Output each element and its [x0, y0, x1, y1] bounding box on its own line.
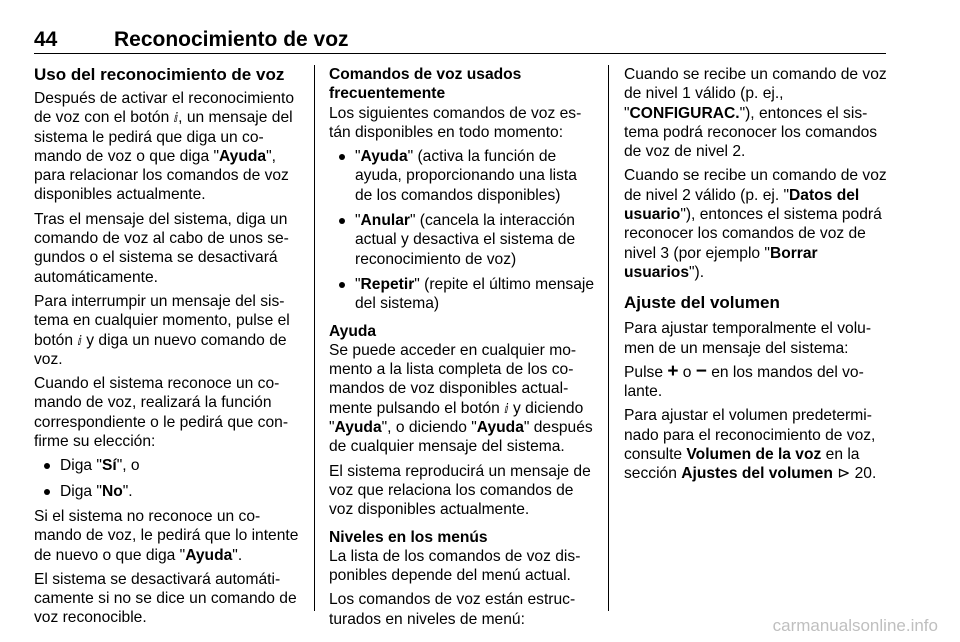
page-title: Reconocimiento de voz	[114, 28, 349, 51]
page-header	[34, 28, 886, 52]
section-heading-volume: Ajuste del volumen	[624, 293, 780, 313]
paragraph: Cuando el sistema reconoce un comando de voz, realizará la función correspondiente o le pedirá que confirme su elección:	[34, 375, 289, 451]
page-reference-icon: ⊳	[832, 465, 851, 483]
subheading-frequent-commands: Comandos de voz usados frecuentemente	[329, 66, 522, 103]
column-divider-1	[314, 65, 315, 611]
column-3	[624, 65, 890, 489]
header-rule	[34, 53, 886, 54]
page-number: 44	[34, 28, 58, 51]
paragraph: Se puede acceder en cualquier momento a la lista completa de los comandos de voz disponibles actualmente pulsando el botón ⅈ y diciendo "Ayuda", o diciendo "Ayuda" después de cualquier mensaje del sistema.	[329, 341, 593, 456]
paragraph: La lista de los comandos de voz disponibles depende del menú actual.	[329, 547, 581, 585]
paragraph: Después de activar el reconocimiento de voz con el botón ⅈ, un mensaje del sistema le pedirá que diga un comando de voz o que diga "Ayuda", para relacionar los comandos de voz disponibles actualmente.	[34, 90, 295, 204]
paragraph: Para ajustar temporalmente el volumen de un mensaje del sistema:	[624, 320, 872, 357]
paragraph: El sistema reproducirá un mensaje de voz que relaciona los comandos de voz disponibles actualmente.	[329, 462, 591, 519]
plus-icon: +	[667, 360, 679, 382]
list-item: "Ayuda" (activa la función de ayuda, proporcionando una lista de los comandos disponibles)	[329, 147, 595, 205]
paragraph: Para ajustar el volumen predeterminado para el reconocimiento de voz, consulte Volumen de la voz en la sección Ajustes del volumen ⊳ 20.	[624, 407, 877, 483]
list-item: Diga "Sí", o	[34, 456, 300, 475]
paragraph: Cuando se recibe un comando de voz de nivel 1 válido (p. ej., "CONFIGURAC."), entonces el sistema podrá reconocer los comandos de voz de nivel 2.	[624, 66, 887, 161]
watermark: carmanualsonline.info	[772, 616, 938, 635]
paragraph: Pulse + o − en los mandos del volante.	[624, 360, 864, 401]
column-divider-2	[608, 65, 609, 611]
paragraph: Los siguientes comandos de voz están disponibles en todo momento:	[329, 104, 582, 141]
column-1	[34, 65, 300, 633]
subheading-help: Ayuda	[329, 322, 377, 340]
voice-recognition-icon: ⅈ	[77, 332, 82, 348]
minus-icon: −	[695, 360, 707, 382]
subheading-menu-levels: Niveles en los menús	[329, 528, 488, 546]
paragraph: El sistema se desactivará automáticamente si no se dice un comando de voz reconocible.	[34, 570, 297, 627]
list-item: Diga "No".	[34, 482, 300, 501]
paragraph: Los comandos de voz están estructurados en niveles de menú:	[329, 591, 576, 628]
bullet-list	[329, 147, 595, 313]
paragraph: Para interrumpir un mensaje del sistema en cualquier momento, pulse el botón ⅈ y diga un nuevo comando de voz.	[34, 292, 290, 368]
voice-recognition-icon: ⅈ	[173, 110, 179, 126]
column-2	[329, 65, 595, 634]
paragraph: Cuando se recibe un comando de voz de nivel 2 válido (p. ej. "Datos del usuario"), entonces el sistema podrá reconocer los comandos de voz de nivel 3 (por ejemplo "Borrar usuarios").	[624, 167, 887, 281]
list-item: "Anular" (cancela la interacción actual y desactiva el sistema de reconocimiento de voz)	[329, 211, 595, 269]
paragraph: Tras el mensaje del sistema, diga un comando de voz al cabo de unos segundos o el sistema se desactivará automáticamente.	[34, 210, 289, 286]
bullet-list	[34, 456, 300, 501]
section-heading-voice-recognition-use: Uso del reconocimiento de voz	[34, 65, 285, 84]
list-item: "Repetir" (repite el último mensaje del sistema)	[329, 275, 595, 314]
voice-recognition-icon: ⅈ	[504, 400, 509, 416]
paragraph: Si el sistema no reconoce un comando de voz, le pedirá que lo intente de nuevo o que diga "Ayuda".	[34, 507, 299, 564]
